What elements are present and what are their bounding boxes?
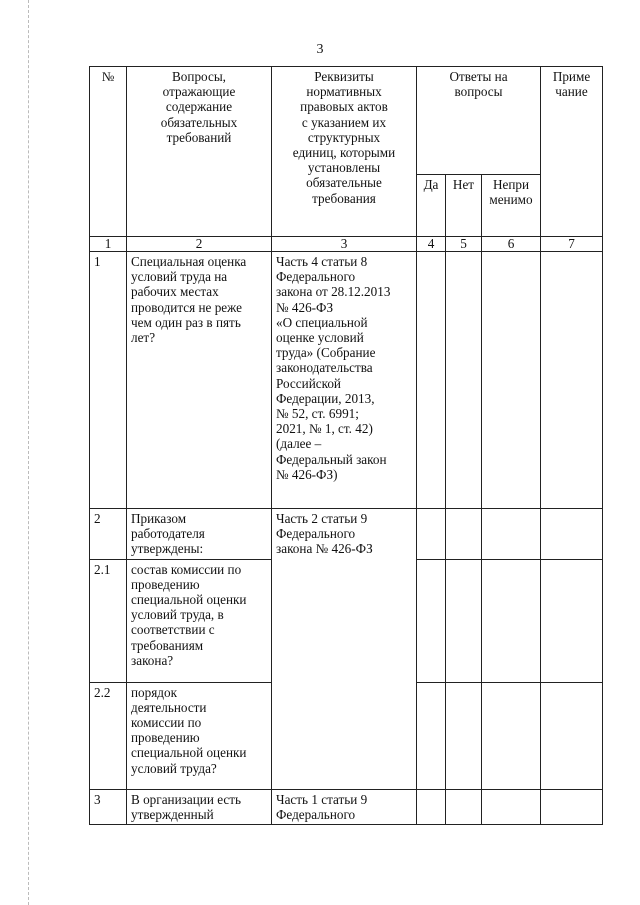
column-number: 7 (541, 237, 603, 252)
row-requisites: Часть 1 статьи 9 Федерального (272, 789, 417, 824)
answer-yes-cell[interactable] (417, 252, 446, 509)
answer-not-applicable-cell[interactable] (482, 559, 541, 682)
header-yes: Да (417, 175, 446, 237)
answer-no-cell[interactable] (446, 509, 482, 560)
row-number: 3 (90, 789, 127, 824)
checklist-table (89, 66, 603, 825)
header-answers: Ответы на вопросы (417, 67, 541, 175)
header-not-applicable: Непри менимо (482, 175, 541, 237)
header-no: Нет (446, 175, 482, 237)
answer-not-applicable-cell[interactable] (482, 682, 541, 789)
header-questions: Вопросы, отражающие содержание обязательных требований (127, 67, 272, 237)
row-question: состав комиссии по проведению специальной оценки условий труда, в соответствии с требованиям закона? (127, 559, 272, 682)
row-requisites: Часть 4 статьи 8 Федерального закона от 28.12.2013 № 426-ФЗ «О специальной оценке условий труда» (Собрание законодательства Российской Федерации, 2013, № 52, ст. 6991; 2021, № 1, ст. 42) (далее – Федеральный закон № 426-ФЗ) (272, 252, 417, 509)
row-number: 2 (90, 509, 127, 560)
header-row (90, 67, 603, 175)
row-question: порядок деятельности комиссии по проведению специальной оценки условий труда? (127, 682, 272, 789)
column-number-row (90, 237, 603, 252)
answer-no-cell[interactable] (446, 559, 482, 682)
note-cell[interactable] (541, 789, 603, 824)
note-cell[interactable] (541, 682, 603, 789)
answer-yes-cell[interactable] (417, 789, 446, 824)
answer-no-cell[interactable] (446, 789, 482, 824)
note-cell[interactable] (541, 559, 603, 682)
note-cell[interactable] (541, 252, 603, 509)
table-row (90, 509, 603, 560)
column-number: 5 (446, 237, 482, 252)
header-requisites: Реквизиты нормативных правовых актов с указанием их структурных единиц, которыми установлены обязательные требования (272, 67, 417, 237)
page-edge-line (28, 0, 30, 905)
answer-yes-cell[interactable] (417, 559, 446, 682)
page-number: 3 (316, 42, 324, 57)
row-number: 2.1 (90, 559, 127, 682)
column-number: 2 (127, 237, 272, 252)
answer-not-applicable-cell[interactable] (482, 789, 541, 824)
table-row (90, 789, 603, 824)
row-number: 1 (90, 252, 127, 509)
row-number: 2.2 (90, 682, 127, 789)
answer-no-cell[interactable] (446, 682, 482, 789)
answer-not-applicable-cell[interactable] (482, 252, 541, 509)
answer-yes-cell[interactable] (417, 509, 446, 560)
column-number: 1 (90, 237, 127, 252)
row-question: Специальная оценка условий труда на рабочих местах проводится не реже чем один раз в пять лет? (127, 252, 272, 509)
column-number: 3 (272, 237, 417, 252)
row-question: В организации есть утвержденный (127, 789, 272, 824)
row-question: Приказом работодателя утверждены: (127, 509, 272, 560)
note-cell[interactable] (541, 509, 603, 560)
column-number: 6 (482, 237, 541, 252)
header-num: № (90, 67, 127, 237)
row-requisites: Часть 2 статьи 9 Федерального закона № 426-ФЗ (272, 509, 417, 790)
column-number: 4 (417, 237, 446, 252)
header-note: Приме чание (541, 67, 603, 237)
answer-yes-cell[interactable] (417, 682, 446, 789)
answer-no-cell[interactable] (446, 252, 482, 509)
table-row (90, 252, 603, 509)
answer-not-applicable-cell[interactable] (482, 509, 541, 560)
